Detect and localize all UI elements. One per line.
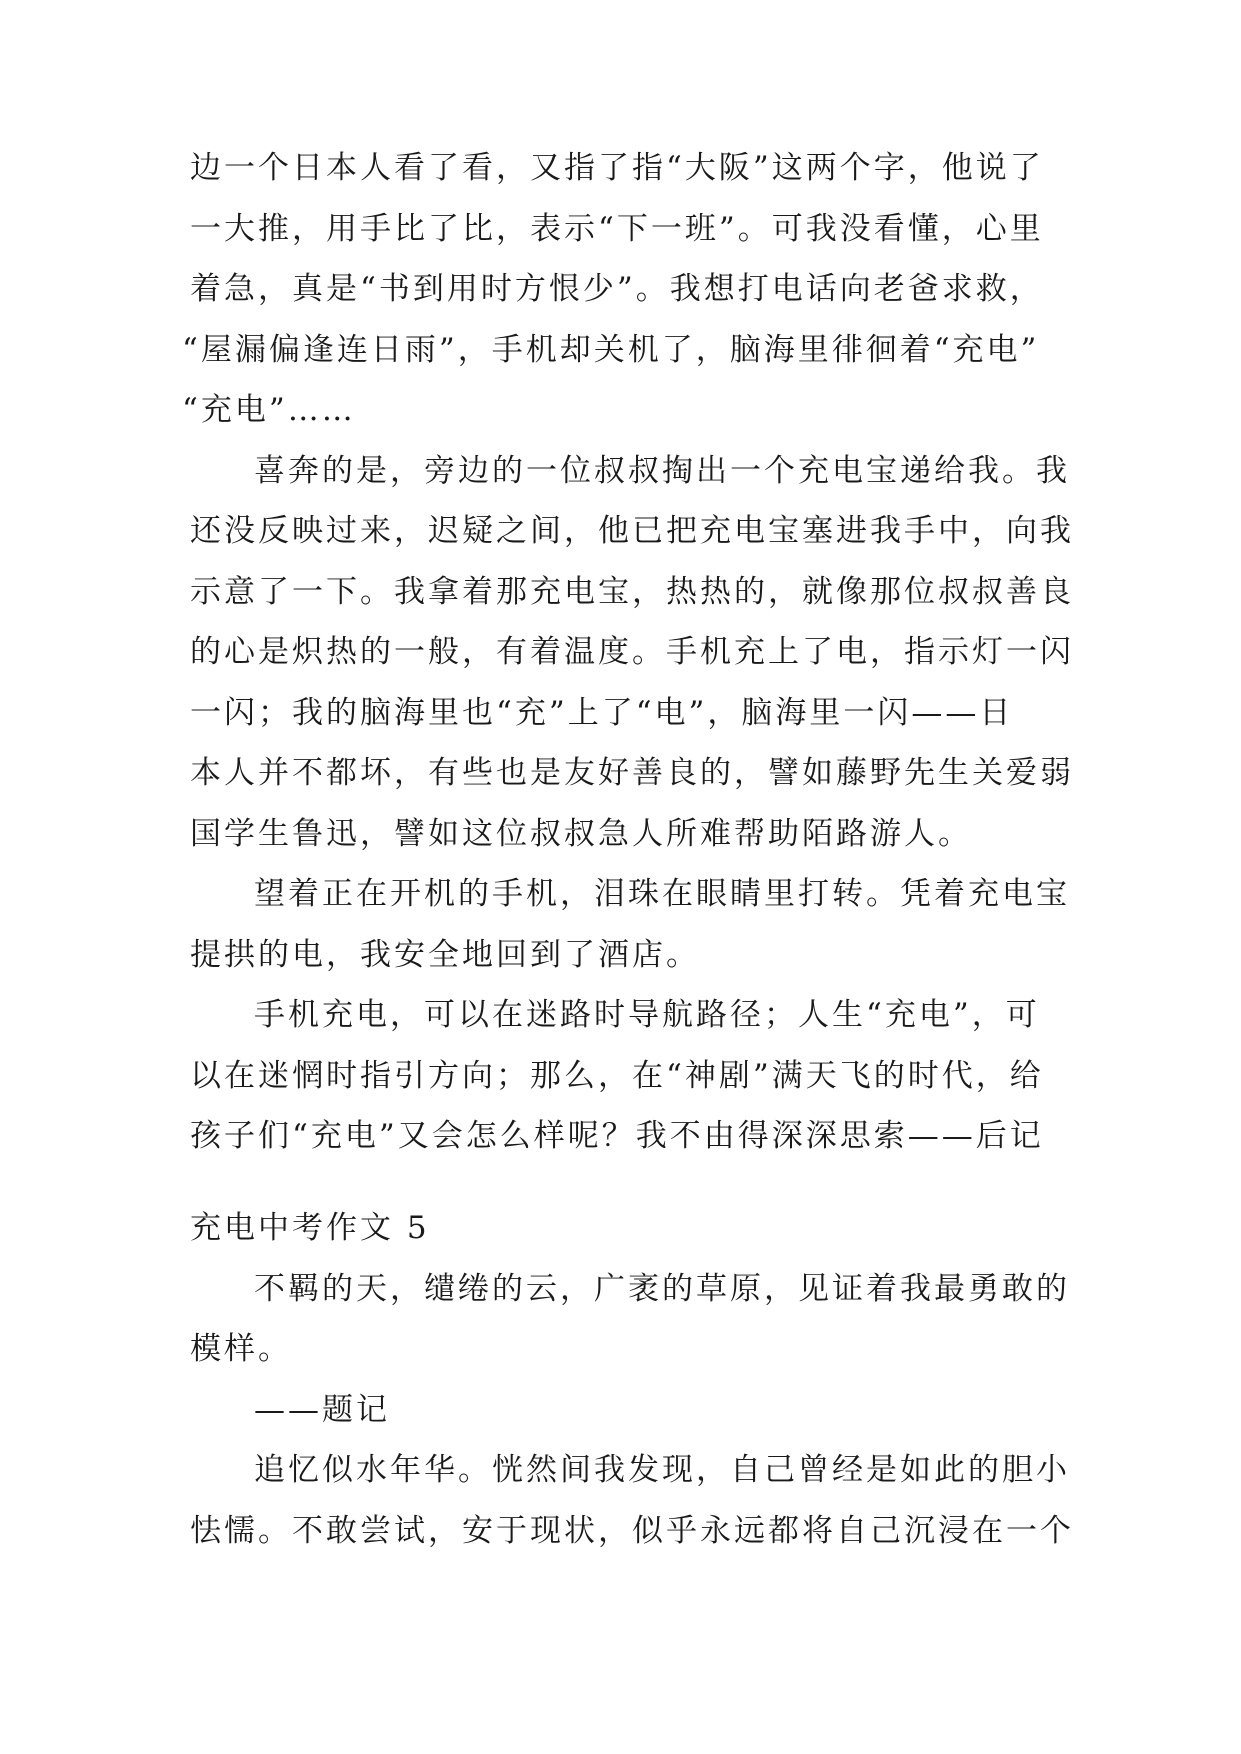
essay-section-previous [182, 138, 1074, 1167]
paragraph-line: 手机充电，可以在迷路时导航路径；人生“充电”，可 [254, 997, 1040, 1033]
paragraph-line: 国学生鲁迅，譬如这位叔叔急人所难帮助陌路游人。 [190, 815, 972, 852]
paragraph-line: 追忆似水年华。恍然间我发现，自己曾经是如此的胆小 [254, 1452, 1070, 1488]
section-title: 充电中考作文 5 [190, 1210, 430, 1246]
paragraph-line: 提拱的电，我安全地回到了酒店。 [190, 936, 700, 973]
paragraph-line: 以在迷惘时指引方向；那么，在“神剧”满天飞的时代，给 [190, 1057, 1044, 1094]
paragraph-line: 边一个日本人看了看，又指了指“大阪”这两个字，他说了 [190, 150, 1044, 186]
paragraph-line: “充电”…… [182, 392, 356, 428]
paragraph-line: 一闪；我的脑海里也“充”上了“电”，脑海里一闪——日 [190, 694, 1014, 731]
paragraph-line: 不羁的天，缱绻的云，广袤的草原，见证着我最勇敢的 [254, 1270, 1070, 1307]
paragraph-line: 本人并不都坏，有些也是友好善良的，譬如藤野先生关爱弱 [190, 755, 1074, 791]
paragraph-line: 示意了一下。我拿着那充电宝，热热的，就像那位叔叔善良 [190, 573, 1074, 610]
paragraph-line: 一大推，用手比了比，表示“下一班”。可我没看懂，心里 [190, 210, 1044, 247]
paragraph-line: 着急，真是“书到用时方恨少”。我想打电话向老爸求救， [190, 271, 1044, 307]
paragraph-line: 模样。 [190, 1331, 292, 1367]
paragraph-line: “屋漏偏逢连日雨”，手机却关机了，脑海里徘徊着“充电” [182, 331, 1040, 368]
paragraph-line: 孩子们“充电”又会怎么样呢？我不由得深深思索——后记 [190, 1118, 1044, 1154]
epigraph-attribution: ——题记 [254, 1391, 390, 1428]
essay-section-5 [190, 1198, 1074, 1561]
paragraph-line: 的心是炽热的一般，有着温度。手机充上了电，指示灯一闪 [190, 634, 1074, 670]
paragraph-line: 望着正在开机的手机，泪珠在眼睛里打转。凭着充电宝 [254, 876, 1070, 912]
paragraph-line: 怯懦。不敢尝试，安于现状，似乎永远都将自己沉浸在一个 [190, 1512, 1074, 1549]
paragraph-line: 喜奔的是，旁边的一位叔叔掏出一个充电宝递给我。我 [254, 452, 1070, 489]
paragraph-line: 还没反映过来，迟疑之间，他已把充电宝塞进我手中，向我 [190, 513, 1074, 549]
